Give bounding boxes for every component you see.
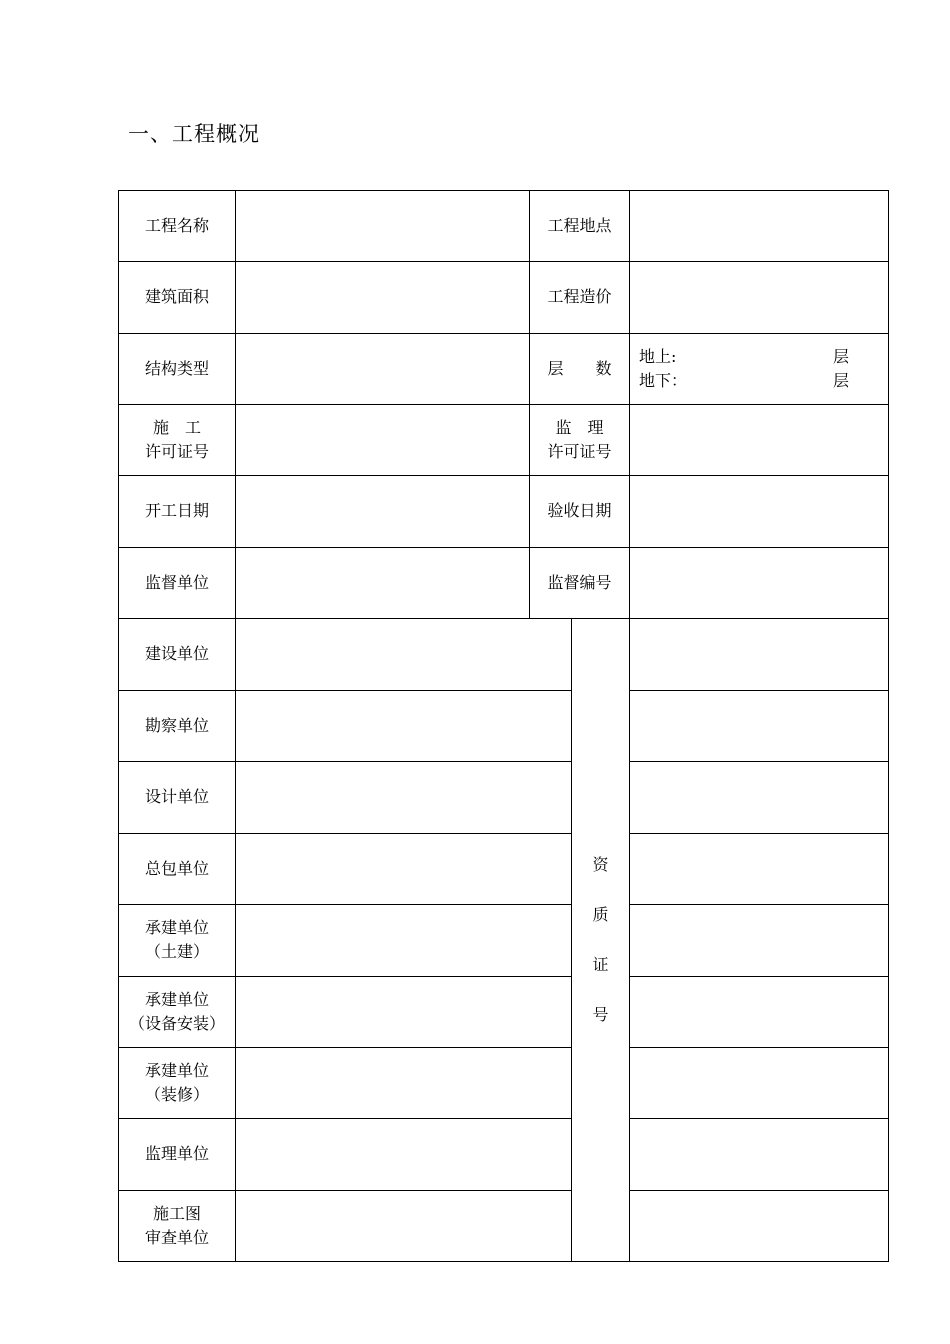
- label-supervision-number: 监督编号: [547, 573, 612, 592]
- label-unit: [119, 1191, 235, 1261]
- label-unit: [119, 905, 235, 975]
- floors-above-row: [639, 345, 849, 369]
- table-divider: [629, 690, 889, 691]
- qualification-char: 质: [592, 905, 609, 924]
- label-unit-line: 承建单位: [144, 918, 209, 937]
- table-border: [118, 1261, 889, 1262]
- table-divider: [629, 976, 889, 977]
- table-divider: [118, 618, 889, 619]
- table-divider: [629, 761, 889, 762]
- floors-below-row: [639, 369, 849, 393]
- table-divider: [118, 761, 572, 762]
- label-unit-line: （装修）: [144, 1085, 209, 1104]
- table-divider: [118, 261, 889, 262]
- label-supervision-unit: 监督单位: [144, 573, 209, 592]
- label-building-area: 建筑面积: [144, 287, 209, 306]
- table-divider: [571, 618, 572, 1262]
- label-supervision-permit-line2: 许可证号: [547, 442, 612, 461]
- floors-above-label: 地上:: [639, 347, 677, 366]
- label-unit: [119, 619, 235, 689]
- label-unit: [119, 977, 235, 1047]
- table-divider: [529, 190, 530, 619]
- table-divider: [629, 833, 889, 834]
- label-unit: [119, 1048, 235, 1118]
- qualification-char: 证: [592, 955, 609, 974]
- table-divider: [629, 190, 630, 1262]
- table-divider: [235, 190, 236, 1262]
- table-border: [118, 190, 119, 1262]
- label-unit: [119, 762, 235, 832]
- table-divider: [118, 547, 889, 548]
- label-unit-line: 设计单位: [144, 787, 209, 806]
- table-divider: [118, 1190, 572, 1191]
- label-construction-permit-line2: 许可证号: [144, 442, 209, 461]
- label-unit-line: 施工图: [152, 1204, 201, 1223]
- floors-above-unit: 层: [832, 347, 849, 366]
- table-divider: [118, 904, 572, 905]
- label-unit-line: 总包单位: [144, 859, 209, 878]
- table-divider: [118, 976, 572, 977]
- table-divider: [118, 333, 889, 334]
- floors-value: [639, 345, 849, 393]
- qualification-char: 号: [592, 1005, 609, 1024]
- qualification-char: 资: [592, 855, 609, 874]
- label-unit: [119, 834, 235, 904]
- table-border: [118, 190, 889, 191]
- table-divider: [118, 1047, 572, 1048]
- qualification-label: [572, 840, 629, 1040]
- label-unit-line: 监理单位: [144, 1144, 209, 1163]
- label-unit-line: 审查单位: [144, 1228, 209, 1247]
- table-divider: [118, 404, 889, 405]
- label-project-name: 工程名称: [144, 216, 209, 235]
- table-divider: [118, 475, 889, 476]
- label-unit-line: 承建单位: [144, 990, 209, 1009]
- label-project-cost: 工程造价: [547, 287, 612, 306]
- label-unit-line: 勘察单位: [144, 716, 209, 735]
- table-divider: [629, 1047, 889, 1048]
- table-divider: [118, 1118, 572, 1119]
- label-unit-line: （土建）: [144, 942, 209, 961]
- label-unit: [119, 691, 235, 761]
- label-unit-line: （设备安装）: [128, 1014, 225, 1033]
- label-unit-line: 承建单位: [144, 1061, 209, 1080]
- table-border: [888, 190, 889, 1262]
- table-divider: [629, 1190, 889, 1191]
- label-floors: 层 数: [547, 359, 612, 378]
- label-acceptance-date: 验收日期: [547, 501, 612, 520]
- floors-below-label: 地下：: [639, 371, 688, 390]
- table-divider: [118, 690, 572, 691]
- table-divider: [118, 833, 572, 834]
- label-supervision-permit-line1: 监 理: [555, 418, 604, 437]
- label-project-location: 工程地点: [547, 216, 612, 235]
- label-structure-type: 结构类型: [144, 359, 209, 378]
- table-divider: [629, 904, 889, 905]
- label-supervision-permit: [530, 405, 629, 475]
- floors-below-unit: 层: [832, 371, 849, 390]
- label-start-date: 开工日期: [144, 501, 209, 520]
- page-title: 一、工程概况: [128, 122, 260, 146]
- table-divider: [629, 1118, 889, 1119]
- label-unit-line: 建设单位: [144, 644, 209, 663]
- label-construction-permit: [119, 405, 235, 475]
- label-construction-permit-line1: 施 工: [152, 418, 201, 437]
- label-unit: [119, 1119, 235, 1189]
